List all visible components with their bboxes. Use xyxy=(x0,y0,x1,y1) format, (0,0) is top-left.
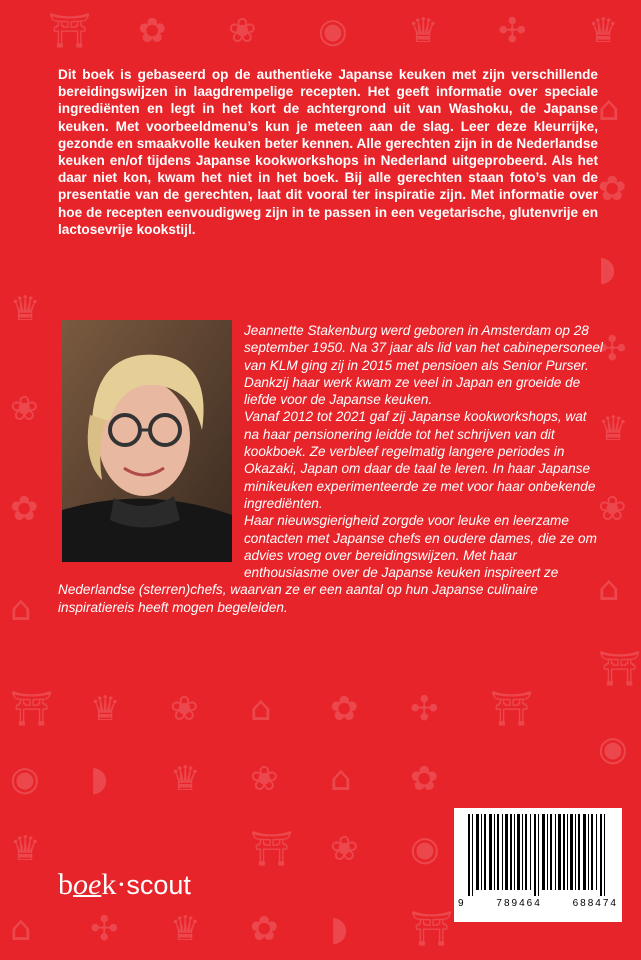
sushi-icon: ◉ xyxy=(410,829,440,869)
logo-oe: oe xyxy=(73,868,102,901)
clog-icon: ◗ xyxy=(330,909,348,949)
barcode-bars xyxy=(462,814,614,896)
crown-icon: ♛ xyxy=(408,11,439,51)
house-icon: ⌂ xyxy=(10,589,32,629)
windmill-icon: ✣ xyxy=(410,689,439,729)
barcode-digit-group-2: 688474 xyxy=(572,898,618,909)
clog-icon: ◗ xyxy=(598,249,616,289)
logo-dot: · xyxy=(116,868,127,901)
tulip-icon: ✿ xyxy=(138,11,167,51)
author-photo xyxy=(62,320,232,562)
house-icon: ⌂ xyxy=(330,759,352,799)
isbn-barcode xyxy=(454,808,622,922)
bio-paragraph-1: Jeannette Stakenburg werd geboren in Amsterdam op 28 september 1950. Na 37 jaar als lid van het cabinepersoneel van KLM ging zij in 2015 met pensioen als Senior Purser. Dankzij haar werk kwam ze veel in Japan en groeide de liefde voor de Japanse keuken. xyxy=(244,323,603,408)
house-icon: ⌂ xyxy=(598,569,620,609)
flower-icon: ❀ xyxy=(330,829,359,869)
tulip-icon: ✿ xyxy=(410,759,439,799)
bio-paragraph-2: Vanaf 2012 tot 2021 gaf zij Japanse kookworkshops, wat na haar pensionering leidde tot het schrijven van dit kookboek. Ze verbleef regelmatig langere periodes in Okazaki, Japan om daar de taal te leren. In haar Japanse minikeuken experimenteerde ze met voor haar onbekende ingrediënten. xyxy=(244,409,596,511)
windmill-icon: ✣ xyxy=(90,909,119,949)
sushi-icon: ◉ xyxy=(10,759,40,799)
logo-b: b xyxy=(58,868,73,901)
torii-icon: ⛩ xyxy=(48,11,92,51)
torii-icon: ⛩ xyxy=(598,649,641,689)
flower-icon: ❀ xyxy=(250,759,279,799)
barcode-digit-group-1: 789464 xyxy=(496,898,542,909)
crown-icon: ♛ xyxy=(90,689,121,729)
crown-icon: ♛ xyxy=(10,289,41,329)
crown-icon: ♛ xyxy=(10,829,41,869)
barcode-digit-prefix: 9 xyxy=(458,898,466,909)
tulip-icon: ✿ xyxy=(250,909,279,949)
torii-icon: ⛩ xyxy=(410,909,454,949)
torii-icon: ⛩ xyxy=(10,689,54,729)
house-icon: ⌂ xyxy=(10,909,32,949)
flower-icon: ❀ xyxy=(10,389,39,429)
publisher-logo xyxy=(58,868,191,902)
torii-icon: ⛩ xyxy=(490,689,534,729)
logo-scout: scout xyxy=(126,870,191,900)
sushi-icon: ◉ xyxy=(318,11,348,51)
torii-icon: ⛩ xyxy=(250,829,294,869)
back-cover-blurb: Dit boek is gebaseerd op de authentieke Japanse keuken met zijn verschillende bereidingswijzen in laagdrempelige recepten. Het geeft informatie over speciale ingrediënten en legt in het kort de achtergrond uit van Washoku, de Japanse keuken. Met voorbeeldmenu’s kun je meteen aan de slag. Leer deze kleurrijke, gezonde en smaakvolle keuken beter kennen. Alle gerechten zijn in de Nederlandse keuken en/of tijdens Japanse kookworkshops in Nederland uitgeprobeerd. Als het daar niet kon, kwam het niet in het boek. Bij alle gerechten staan foto’s van de presentatie van de gerechten, laat dit vooral ter inspiratie zijn. Met informatie over hoe de recepten eenvoudigweg zijn in te passen in een vegetarische, glutenvrije en lactosevrije kookstijl. xyxy=(58,67,598,237)
bio-paragraph-3: Haar nieuwsgierigheid zorgde voor leuke en leerzame contacten met Japanse chefs en oudere dames, die ze om advies vroeg over bereidingswijzen. Met haar enthousiasme over de Japanse keuken inspireert ze Nederlandse (sterren)chefs, waarvan ze er een aantal op hun Japanse culinaire inspiratiereis heeft mogen begeleiden. xyxy=(58,513,597,615)
tulip-icon: ✿ xyxy=(598,169,627,209)
clog-icon: ◗ xyxy=(90,759,108,799)
windmill-icon: ✣ xyxy=(498,11,527,51)
logo-k: k xyxy=(101,868,117,901)
house-icon: ⌂ xyxy=(598,89,620,129)
flower-icon: ❀ xyxy=(598,489,627,529)
crown-icon: ♛ xyxy=(598,409,629,449)
crown-icon: ♛ xyxy=(588,11,619,51)
barcode-digits xyxy=(458,898,618,909)
flower-icon: ❀ xyxy=(170,689,199,729)
windmill-icon: ✣ xyxy=(598,329,627,369)
crown-icon: ♛ xyxy=(170,909,201,949)
flower-icon: ❀ xyxy=(228,11,257,51)
sushi-icon: ◉ xyxy=(598,729,628,769)
tulip-icon: ✿ xyxy=(330,689,359,729)
house-icon: ⌂ xyxy=(250,689,272,729)
crown-icon: ♛ xyxy=(170,759,201,799)
tulip-icon: ✿ xyxy=(10,489,39,529)
